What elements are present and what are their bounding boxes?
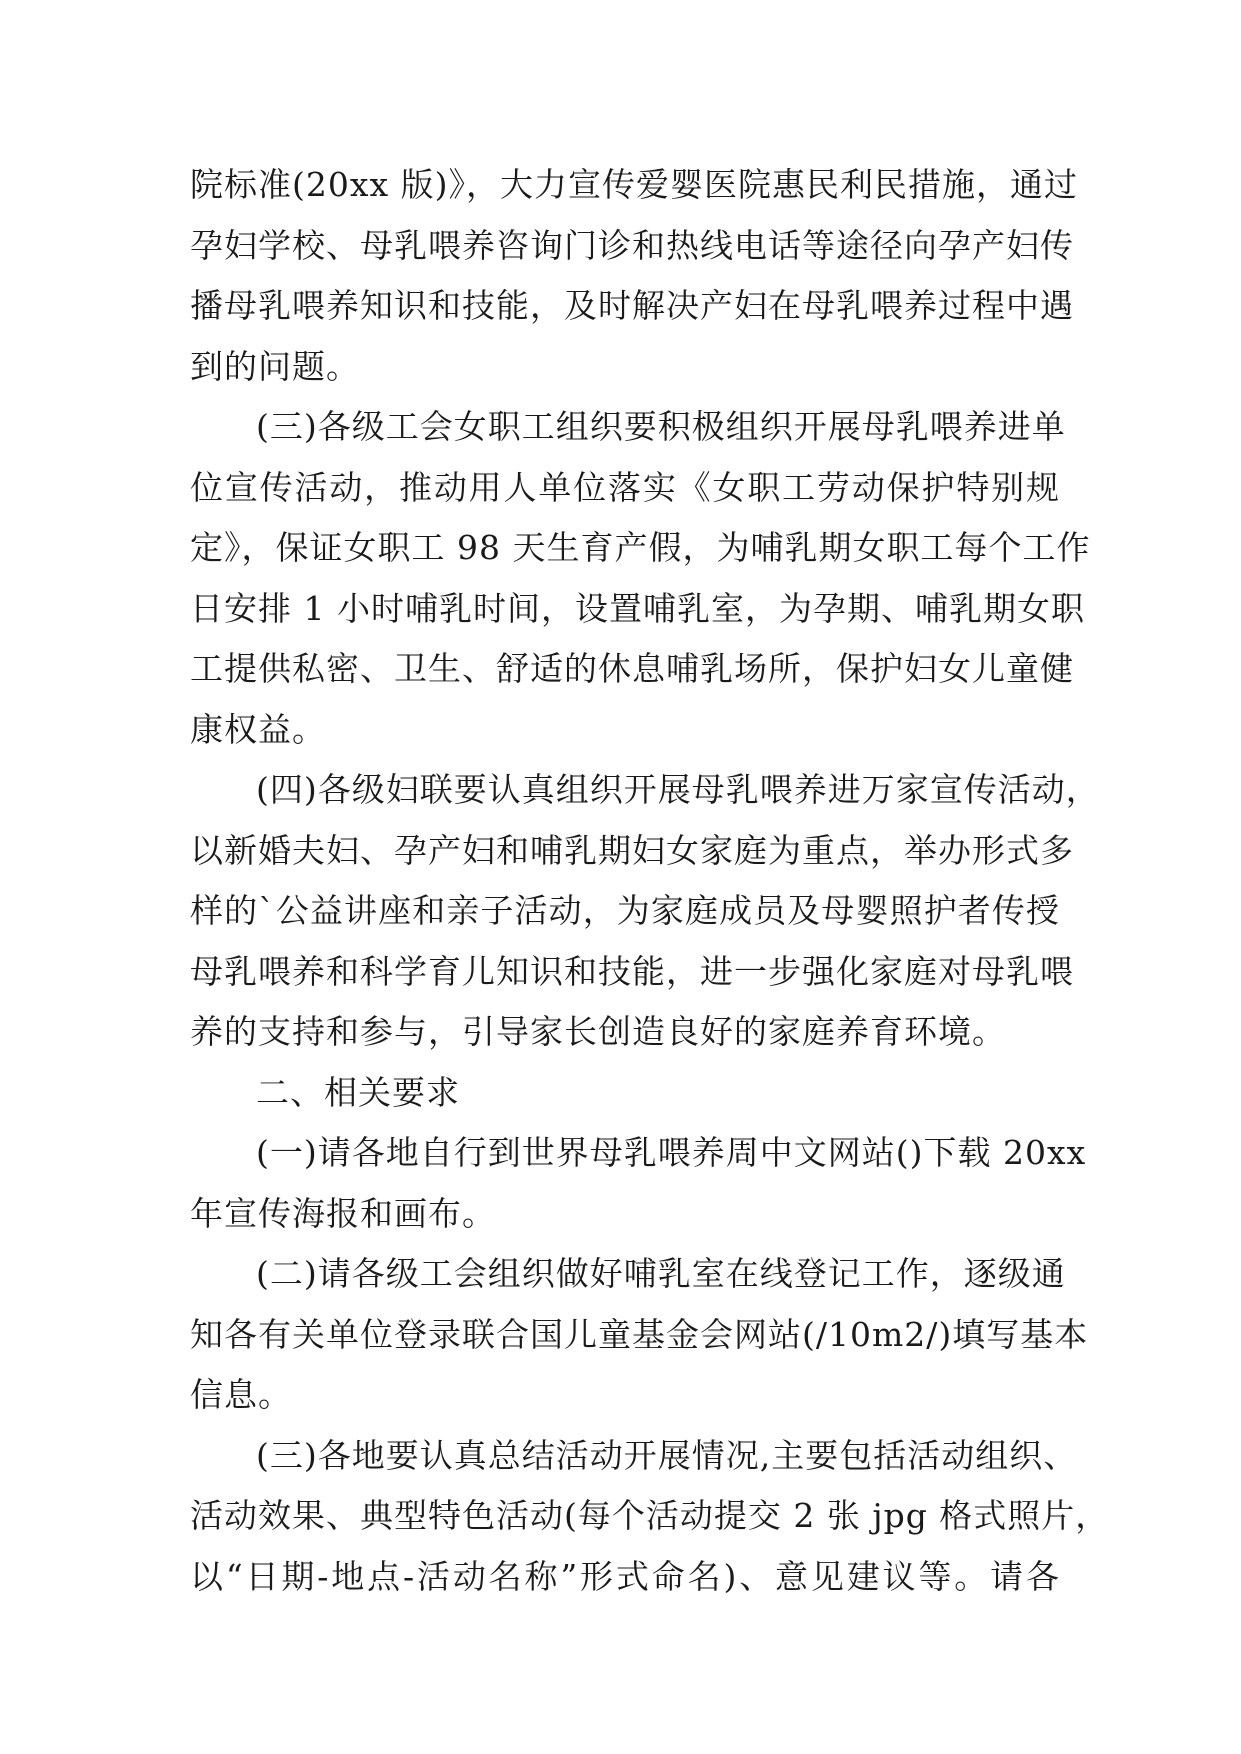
document-body (190, 155, 1110, 1607)
text-line: 活动效果、典型特色活动(每个活动提交 2 张 jpg 格式照片， (190, 1496, 1110, 1535)
text-line: 信息。 (190, 1375, 292, 1414)
text-line: 康权益。 (190, 709, 326, 749)
paragraph-start-line: (三)各级工会女职工组织要积极组织开展母乳喂养进单 (256, 407, 1066, 446)
text-line: 以“日期-地点-活动名称”形式命名)、意见建议等。请各 (190, 1556, 1060, 1596)
text-line: 知各有关单位登录联合国儿童基金会网站(/10m2/)填写基本 (190, 1314, 1089, 1354)
text-line: 工提供私密、卫生、舒适的休息哺乳场所，保护妇女儿童健 (190, 649, 1074, 688)
text-line: 母乳喂养和科学育儿知识和技能，进一步强化家庭对母乳喂 (190, 951, 1074, 991)
text-line: 日安排 1 小时哺乳时间，设置哺乳室，为孕期、哺乳期女职 (190, 588, 1085, 628)
text-line: 样的`公益讲座和亲子活动，为家庭成员及母婴照护者传授 (190, 891, 1060, 930)
paragraph-start-line: (三)各地要认真总结活动开展情况,主要包括活动组织、 (256, 1435, 1078, 1475)
text-line: 养的支持和参与，引导家长创造良好的家庭养育环境。 (190, 1012, 1006, 1051)
paragraph-start-line: (二)请各级工会组织做好哺乳室在线登记工作，逐级通 (256, 1254, 1066, 1293)
section-heading: 二、相关要求 (256, 1072, 460, 1112)
text-line: 到的问题。 (190, 346, 360, 386)
text-line: 以新婚夫妇、孕产妇和哺乳期妇女家庭为重点，举办形式多 (190, 830, 1074, 870)
text-line: 年宣传海报和画布。 (190, 1193, 496, 1233)
text-line: 院标准(20xx 版)》，大力宣传爱婴医院惠民利民措施，通过 (190, 165, 1078, 204)
paragraph-start-line: (一)请各地自行到世界母乳喂养周中文网站()下载 20xx (256, 1133, 1087, 1172)
text-line: 播母乳喂养知识和技能，及时解决产妇在母乳喂养过程中遇 (190, 286, 1074, 325)
text-line: 孕妇学校、母乳喂养咨询门诊和热线电话等途径向孕产妇传 (190, 225, 1074, 265)
text-line: 位宣传活动，推动用人单位落实《女职工劳动保护特别规 (190, 467, 1060, 507)
paragraph-start-line: (四)各级妇联要认真组织开展母乳喂养进万家宣传活动， (256, 770, 1100, 809)
text-line: 定》，保证女职工 98 天生育产假，为哺乳期女职工每个工作 (190, 528, 1091, 567)
